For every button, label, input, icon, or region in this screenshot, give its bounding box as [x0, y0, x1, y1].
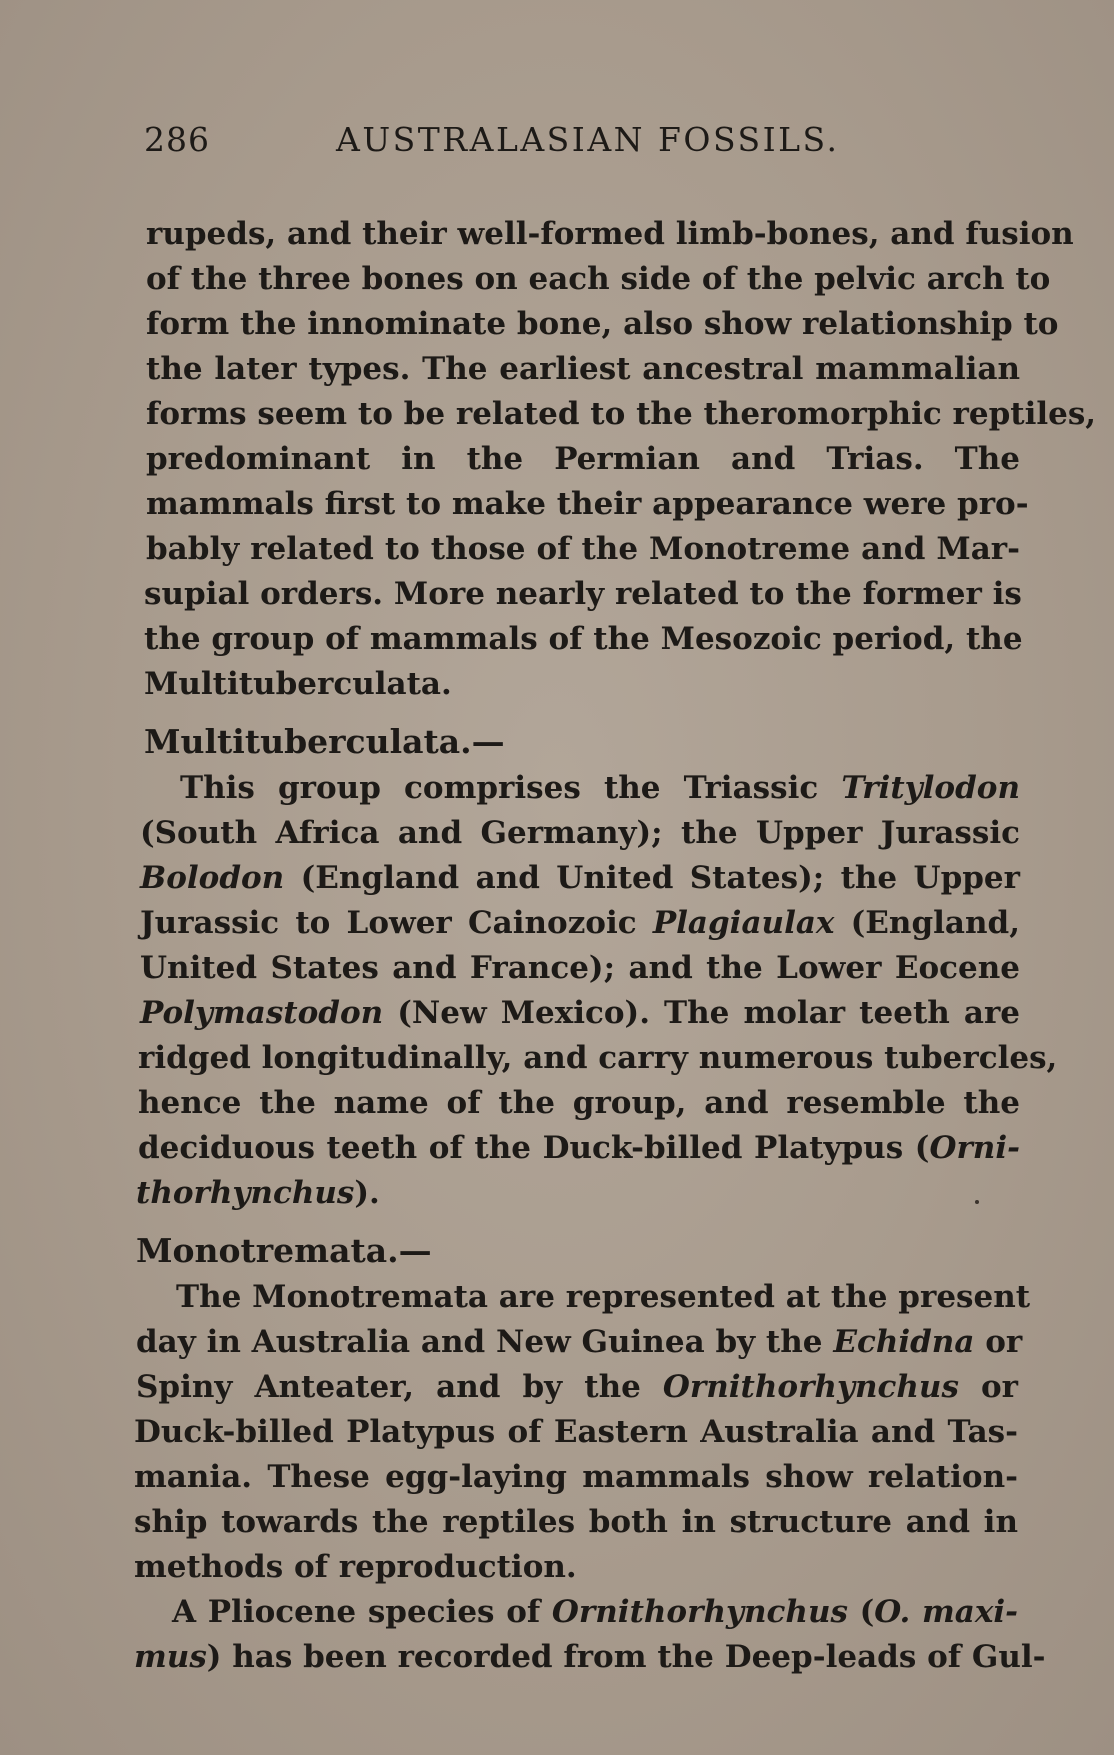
- text-line: mus) has been recorded from the Deep-leads of Gul-: [134, 1639, 1046, 1675]
- genus-name: Bolodon: [140, 860, 285, 896]
- section-heading: Multituberculata.—: [144, 722, 505, 761]
- species-name: mus: [134, 1639, 207, 1675]
- genus-name: Ornithorhynchus: [662, 1369, 959, 1405]
- genus-name: Echidna: [833, 1324, 975, 1360]
- text-line: forms seem to be related to the theromorphic reptiles,: [146, 396, 1097, 432]
- text-line: mania. These egg-laying mammals show relation-: [134, 1459, 1018, 1495]
- text-line: methods of reproduction.: [134, 1549, 577, 1585]
- text-line: Jurassic to Lower Cainozoic Plagiaulax (England,: [140, 905, 1020, 941]
- text-line: predominant in the Permian and Trias. The: [146, 441, 1020, 477]
- text-line: A Pliocene species of Ornithorhynchus (O. maxi-: [172, 1594, 1018, 1630]
- species-name: O. maxi-: [874, 1594, 1018, 1630]
- text-line: hence the name of the group, and resemble the: [138, 1085, 1020, 1121]
- section-heading: Monotremata.—: [136, 1231, 432, 1270]
- page-number: 286: [144, 120, 210, 159]
- text-line: thorhynchus).: [136, 1175, 380, 1211]
- text-line: Bolodon (England and United States); the Upper: [140, 860, 1020, 896]
- text-line: Duck-billed Platypus of Eastern Australia and Tas-: [134, 1414, 1018, 1450]
- text-line: supial orders. More nearly related to the former is: [144, 576, 1022, 612]
- genus-name: Plagiaulax: [652, 905, 835, 941]
- paper-speck: [975, 1200, 979, 1204]
- text-line: (South Africa and Germany); the Upper Jurassic: [140, 815, 1020, 851]
- text-line: bably related to those of the Monotreme and Mar-: [146, 531, 1020, 567]
- genus-name: Polymastodon: [140, 995, 384, 1031]
- text-line: mammals first to make their appearance were pro-: [146, 486, 1029, 522]
- genus-name: Ornithorhynchus: [551, 1594, 848, 1630]
- text-line: ridged longitudinally, and carry numerous tubercles,: [138, 1040, 1058, 1076]
- page-header: [144, 120, 864, 170]
- text-line: Polymastodon (New Mexico). The molar teeth are: [140, 995, 1020, 1031]
- text-line: United States and France); and the Lower Eocene: [140, 950, 1020, 986]
- text-line: the later types. The earliest ancestral mammalian: [146, 351, 1020, 387]
- text-line: of the three bones on each side of the pelvic arch to: [146, 261, 1051, 297]
- text-line: the group of mammals of the Mesozoic period, the: [144, 621, 1023, 657]
- genus-name: Tritylodon: [841, 770, 1020, 806]
- text-line: This group comprises the Triassic Tritylodon: [180, 770, 1020, 806]
- genus-name: thorhynchus: [136, 1175, 355, 1211]
- text-line: Multituberculata.: [144, 666, 452, 702]
- text-line: form the innominate bone, also show relationship to: [146, 306, 1059, 342]
- text-line: deciduous teeth of the Duck-billed Platypus (Orni-: [138, 1130, 1020, 1166]
- text-line: ship towards the reptiles both in structure and in: [134, 1504, 1018, 1540]
- text-line: Spiny Anteater, and by the Ornithorhynchus or: [136, 1369, 1018, 1405]
- text-line: The Monotremata are represented at the present: [176, 1279, 1031, 1315]
- genus-name: Orni-: [929, 1130, 1020, 1166]
- text-line: rupeds, and their well-formed limb-bones, and fusion: [146, 216, 1074, 252]
- running-title: AUSTRALASIAN FOSSILS.: [336, 120, 840, 159]
- text-line: day in Australia and New Guinea by the Echidna or: [136, 1324, 1023, 1360]
